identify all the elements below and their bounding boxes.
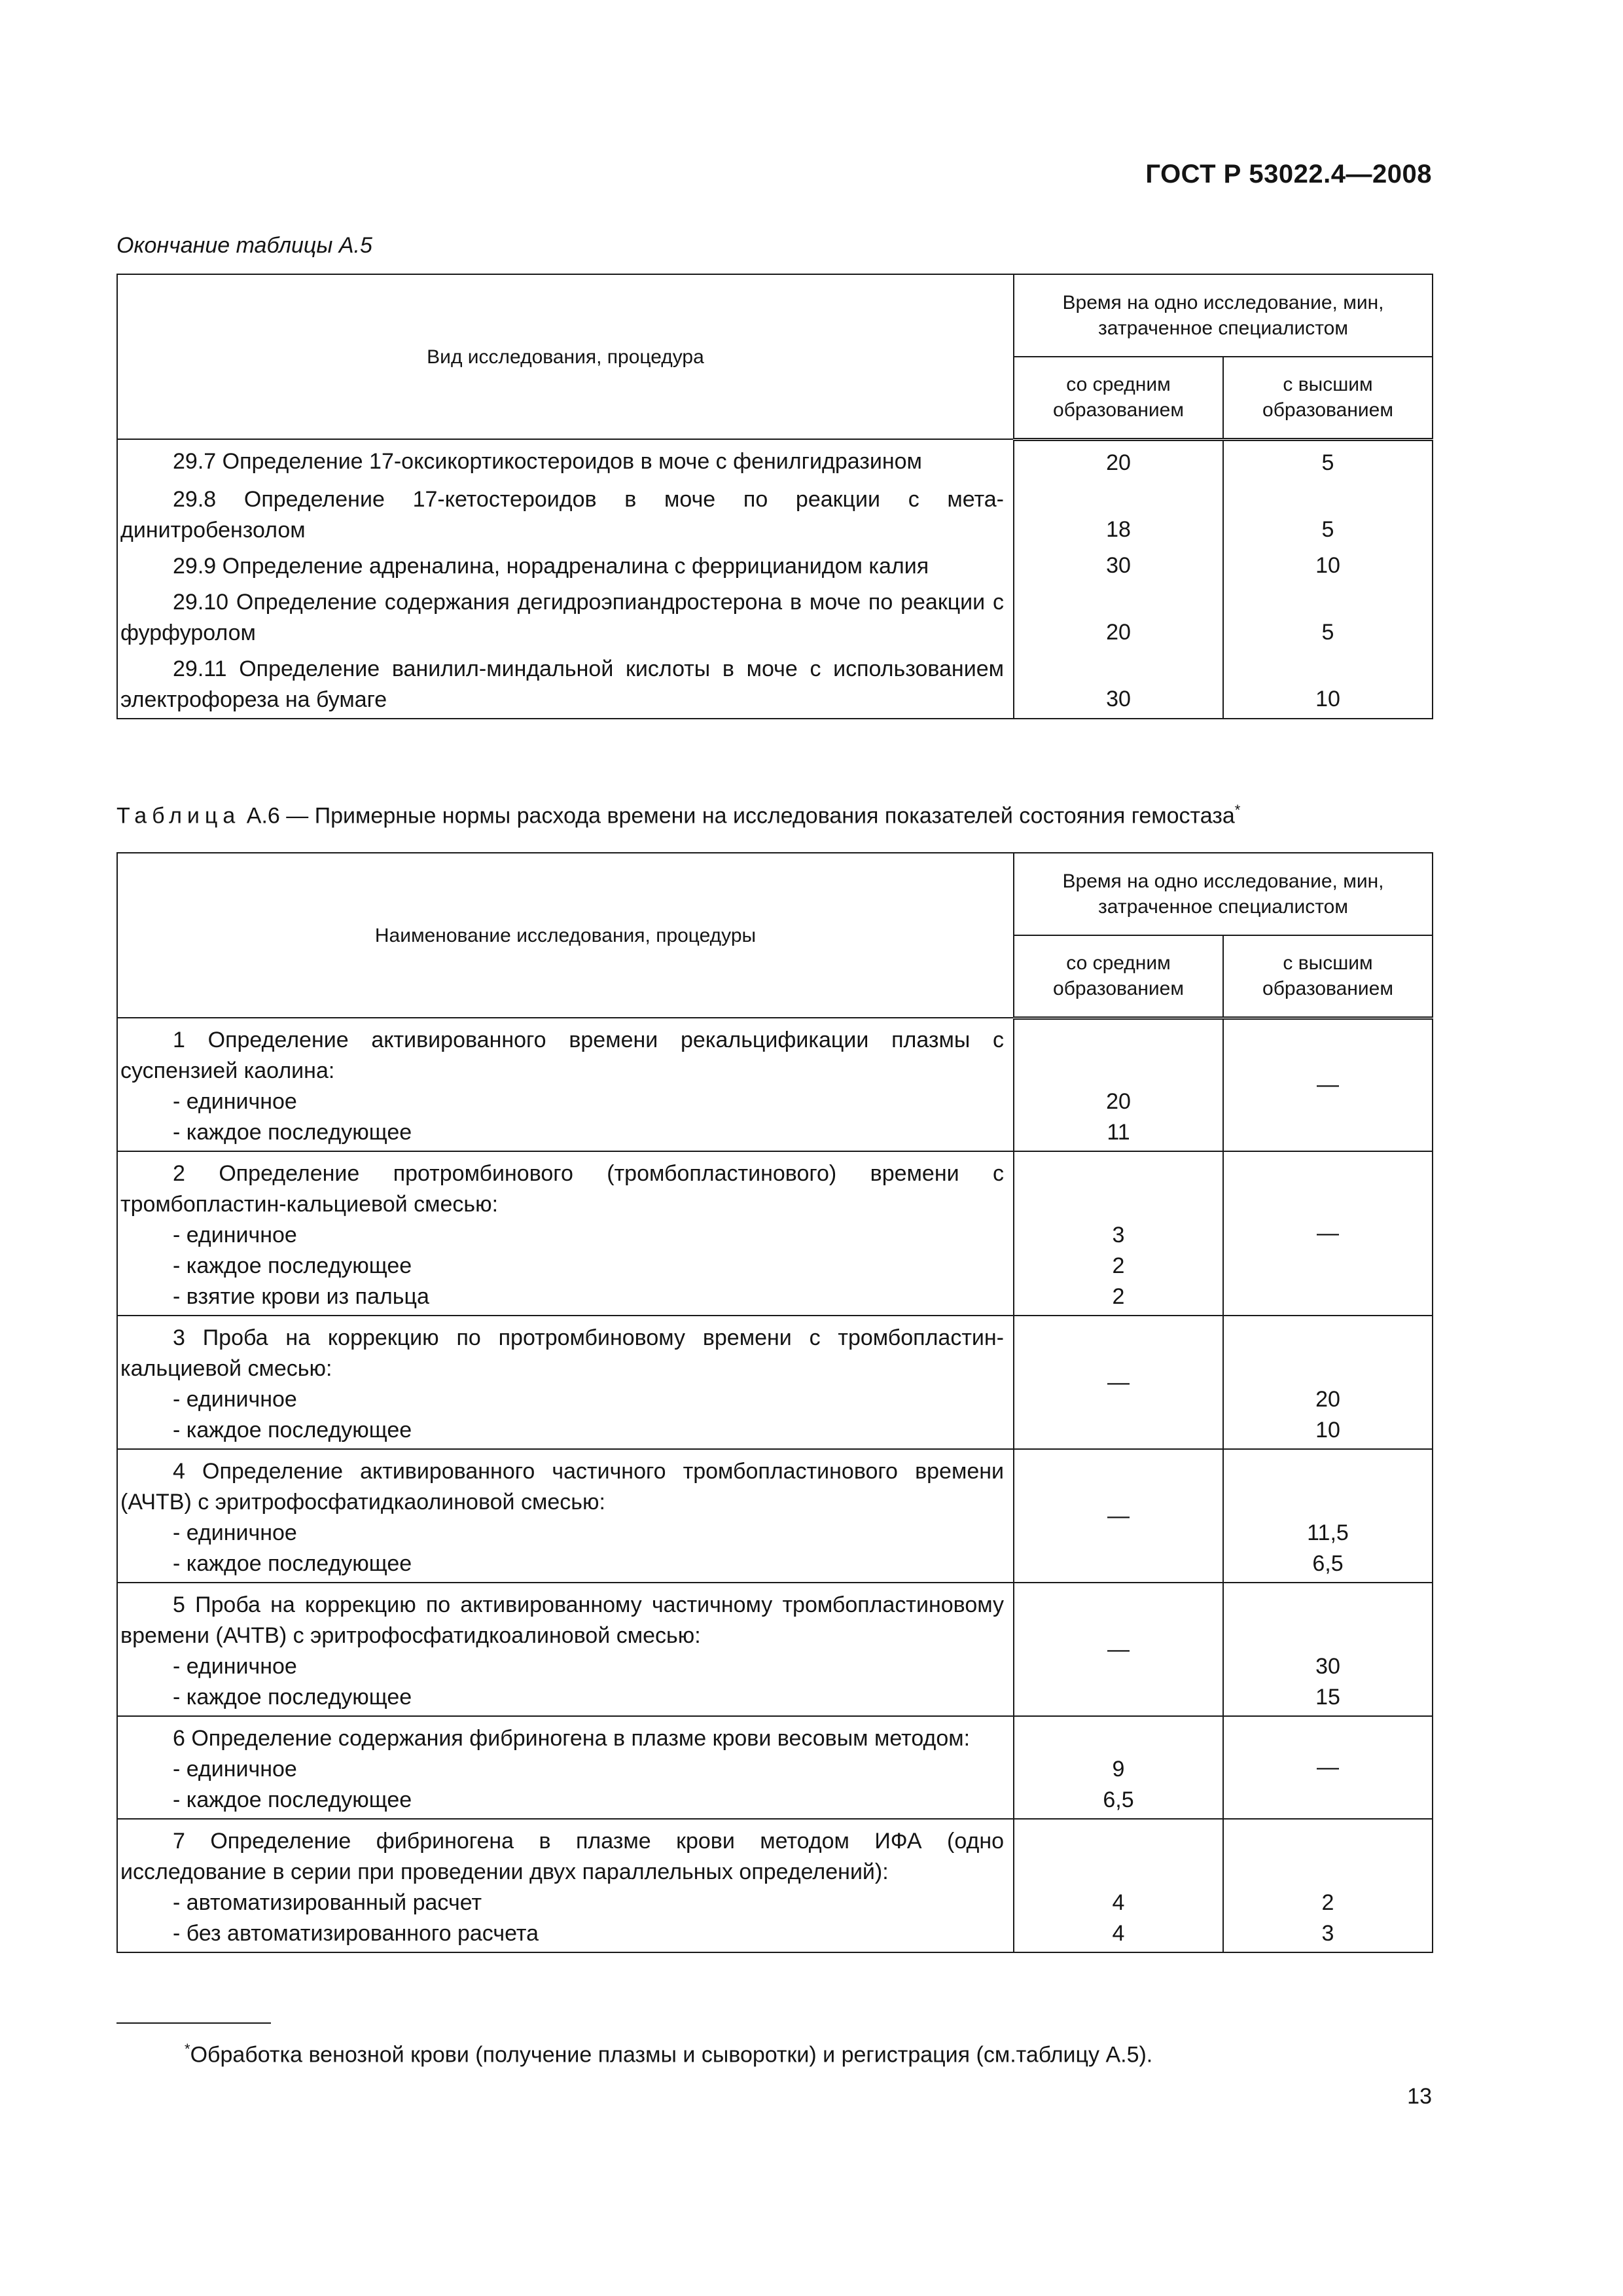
dash-mark: — [1107, 1636, 1130, 1662]
procedure-sub-item: - каждое последующее [173, 1120, 412, 1145]
secondary-time-value: 2 [1112, 1284, 1125, 1309]
table-row [117, 1716, 1433, 1819]
table-row [117, 584, 1433, 651]
procedure-sub-item: - каждое последующее [173, 1787, 412, 1812]
procedure-sub-item: - каждое последующее [173, 1418, 412, 1443]
table-a5 [116, 274, 1433, 719]
secondary-time-cell [1014, 1819, 1223, 1952]
procedure-text: 29.11 Определение ванилил-миндальной кислоты в моче с использованием электрофореза на бумаге [120, 656, 1004, 712]
secondary-time-cell [1014, 1449, 1223, 1583]
higher-time-value: 15 [1315, 1685, 1340, 1710]
secondary-time-value: 4 [1112, 1921, 1125, 1946]
higher-time-cell [1223, 1583, 1433, 1716]
procedure-title-text: 5 Проба на коррекцию по активированному частичному тромбопластиновому времени (АЧТВ) с эритрофосфатидкоалиновой смесью: [120, 1592, 1004, 1648]
column-header-procedure: Наименование исследования, процедуры [117, 853, 1014, 1018]
secondary-time-value: 11 [1107, 1120, 1130, 1145]
table-a5-body [117, 439, 1433, 719]
higher-time-value: 20 [1315, 1387, 1340, 1412]
procedure-title-text: 1 Определение активированного времени рекальцификации плазмы с суспензией каолина: [120, 1028, 1004, 1083]
procedure-title-text: 7 Определение фибриногена в плазме крови методом ИФА (одно исследование в серии при проведении двух параллельных определений): [120, 1829, 1004, 1884]
procedure-sub-item: - единичное [173, 1520, 297, 1545]
footnote-divider [116, 2022, 271, 2024]
procedure-title [120, 1456, 1004, 1518]
secondary-time-cell [1014, 1151, 1223, 1316]
procedure-sub-item: - единичное [173, 1757, 297, 1782]
procedure-sub-item: - единичное [173, 1654, 297, 1679]
table-row [117, 1819, 1433, 1952]
procedure-title-text: 6 Определение содержания фибриногена в плазме крови весовым методом: [173, 1726, 971, 1751]
column-header-higher-education: с высшим образованием [1223, 357, 1433, 439]
procedure-cell [117, 1316, 1014, 1449]
secondary-time-cell: 20 [1014, 584, 1223, 651]
secondary-time-value: 3 [1112, 1223, 1125, 1247]
footnote-text: Обработка венозной крови (получение плазмы и сыворотки) и регистрация (см.таблицу А.5). [190, 2042, 1153, 2068]
procedure-text: 29.7 Определение 17-оксикортикостероидов в моче с фенилгидразином [173, 449, 922, 474]
procedure-title-text: 3 Проба на коррекцию по протромбиновому времени с тромбопластин-кальциевой смесью: [120, 1325, 1004, 1381]
procedure-sub-item: - без автоматизированного расчета [173, 1921, 539, 1946]
higher-time-cell [1223, 1819, 1433, 1952]
table-row [117, 1449, 1433, 1583]
secondary-time-cell: 30 [1014, 651, 1223, 719]
dash-mark: — [1317, 1072, 1339, 1098]
secondary-time-value: 4 [1112, 1890, 1125, 1915]
higher-time-cell: 10 [1223, 548, 1433, 584]
secondary-time-cell: 20 [1014, 439, 1223, 482]
table-a5-continuation-caption: Окончание таблицы А.5 [116, 233, 372, 258]
procedure-cell [117, 1449, 1014, 1583]
dash-mark: — [1107, 1503, 1130, 1528]
procedure-cell [117, 439, 1014, 482]
higher-time-value: 10 [1315, 1418, 1340, 1443]
column-header-procedure: Вид исследования, процедура [117, 274, 1014, 439]
secondary-time-value: 2 [1112, 1253, 1125, 1278]
column-header-time: Время на одно исследование, мин, затраченное специалистом [1014, 853, 1433, 935]
table-row [117, 1018, 1433, 1151]
procedure-cell [117, 584, 1014, 651]
secondary-time-value: 9 [1112, 1757, 1125, 1782]
dash-mark: — [1317, 1221, 1339, 1246]
procedure-text: 29.10 Определение содержания дегидроэпиандростерона в моче по реакции с фурфуролом [120, 589, 1004, 645]
procedure-text: 29.9 Определение адреналина, норадреналина с феррицианидом калия [173, 553, 929, 579]
column-header-secondary-education: со средним образованием [1014, 357, 1223, 439]
footnote [185, 2041, 1152, 2068]
procedure-title-text: 4 Определение активированного частичного тромбопластинового времени (АЧТВ) с эритрофосфатидкаолиновой смесью: [120, 1459, 1004, 1515]
procedure-sub-item: - каждое последующее [173, 1685, 412, 1710]
procedure-text: 29.8 Определение 17-кетостероидов в моче по реакции с мета-динитробензолом [120, 486, 1004, 543]
procedure-cell [117, 548, 1014, 584]
higher-time-cell: 5 [1223, 439, 1433, 482]
higher-time-value: 11,5 [1307, 1520, 1349, 1545]
higher-time-value: 30 [1315, 1654, 1340, 1679]
column-header-higher-education: с высшим образованием [1223, 935, 1433, 1018]
procedure-title [120, 1025, 1004, 1086]
procedure-title [120, 1723, 1004, 1754]
table-a6-caption-mark: * [1234, 802, 1241, 818]
document-standard-code: ГОСТ Р 53022.4—2008 [1145, 160, 1432, 188]
procedure-sub-item: - единичное [173, 1387, 297, 1412]
column-header-secondary-education: со средним образованием [1014, 935, 1223, 1018]
procedure-cell [117, 1583, 1014, 1716]
higher-time-value: 2 [1321, 1890, 1334, 1915]
higher-time-cell [1223, 1449, 1433, 1583]
secondary-time-cell [1014, 1018, 1223, 1151]
table-row [117, 1316, 1433, 1449]
secondary-time-cell [1014, 1583, 1223, 1716]
secondary-time-value: 20 [1106, 1089, 1131, 1114]
column-header-time: Время на одно исследование, мин, затраченное специалистом [1014, 274, 1433, 357]
table-row [117, 1583, 1433, 1716]
dash-mark: — [1317, 1755, 1339, 1780]
procedure-title [120, 1826, 1004, 1888]
table-a6-caption-text: А.6 — Примерные нормы расхода времени на исследования показателей состояния гемостаза [246, 803, 1235, 829]
procedure-title [120, 1590, 1004, 1651]
procedure-sub-item: - каждое последующее [173, 1253, 412, 1278]
procedure-sub-item: - единичное [173, 1089, 297, 1114]
procedure-cell [117, 1151, 1014, 1316]
higher-time-cell [1223, 1716, 1433, 1819]
table-a6-caption [116, 802, 1240, 829]
procedure-cell [117, 651, 1014, 719]
page-number: 13 [1407, 2084, 1432, 2109]
table-row [117, 439, 1433, 482]
table-a6-body [117, 1018, 1433, 1952]
secondary-time-cell [1014, 1316, 1223, 1449]
procedure-title [120, 1323, 1004, 1384]
procedure-cell [117, 482, 1014, 548]
higher-time-value: 6,5 [1312, 1551, 1344, 1576]
procedure-cell [117, 1018, 1014, 1151]
secondary-time-cell: 18 [1014, 482, 1223, 548]
procedure-title [120, 1158, 1004, 1220]
higher-time-value: 3 [1321, 1921, 1334, 1946]
procedure-sub-item: - единичное [173, 1223, 297, 1247]
secondary-time-cell [1014, 1716, 1223, 1819]
table-row [117, 482, 1433, 548]
higher-time-cell [1223, 1316, 1433, 1449]
dash-mark: — [1107, 1369, 1130, 1395]
secondary-time-cell: 30 [1014, 548, 1223, 584]
procedure-cell [117, 1716, 1014, 1819]
procedure-sub-item: - каждое последующее [173, 1551, 412, 1576]
higher-time-cell: 5 [1223, 584, 1433, 651]
table-a6 [116, 852, 1433, 1953]
higher-time-cell [1223, 1151, 1433, 1316]
footnote-mark: * [185, 2041, 190, 2057]
table-row [117, 1151, 1433, 1316]
table-row [117, 651, 1433, 719]
procedure-title-text: 2 Определение протромбинового (тромбопластинового) времени с тромбопластин-кальциевой смесью: [120, 1161, 1004, 1217]
table-row [117, 548, 1433, 584]
higher-time-cell: 5 [1223, 482, 1433, 548]
procedure-sub-item: - автоматизированный расчет [173, 1890, 482, 1915]
secondary-time-value: 6,5 [1103, 1787, 1134, 1812]
table-a6-caption-label: Таблица [116, 803, 241, 829]
procedure-cell [117, 1819, 1014, 1952]
procedure-sub-item: - взятие крови из пальца [173, 1284, 429, 1309]
higher-time-cell: 10 [1223, 651, 1433, 719]
higher-time-cell [1223, 1018, 1433, 1151]
